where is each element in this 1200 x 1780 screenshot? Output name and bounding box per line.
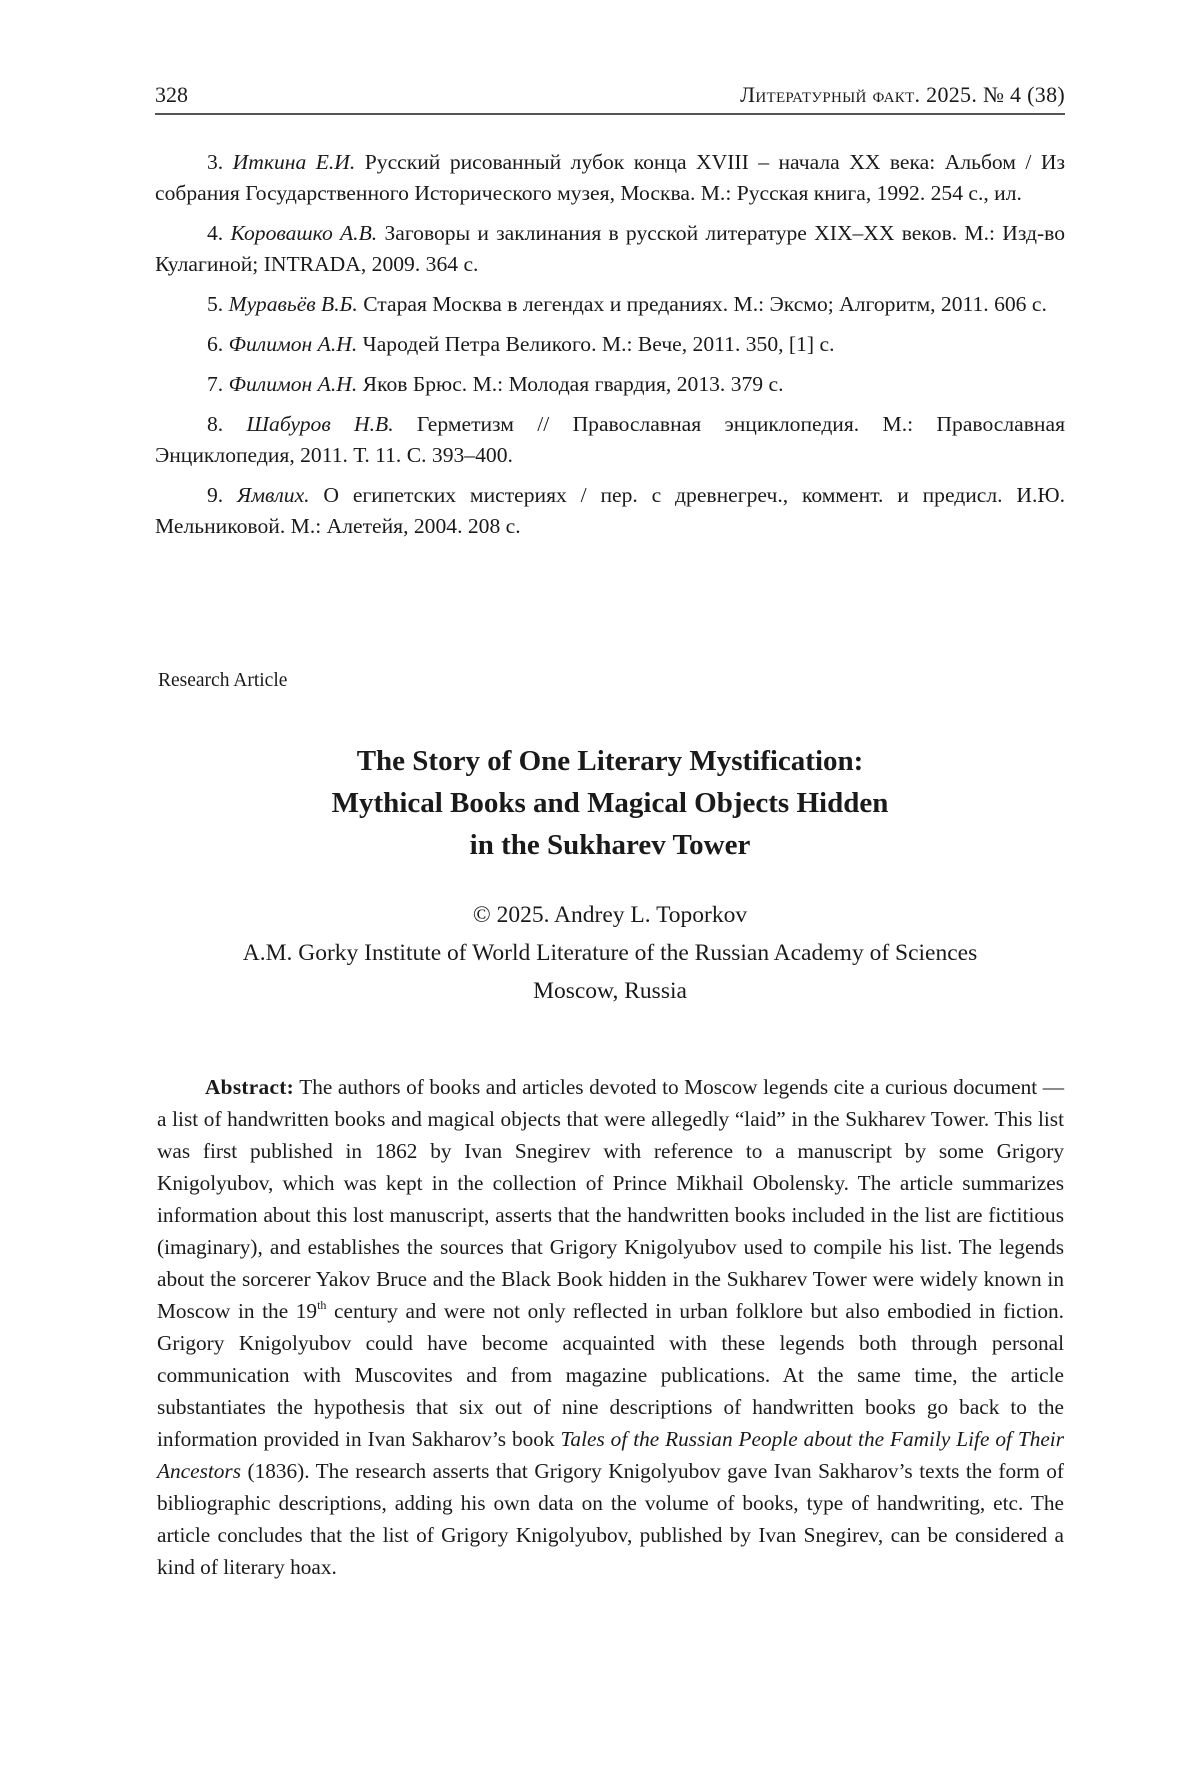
journal-title: Литературный факт. 2025. № 4 (38) <box>740 82 1065 107</box>
abstract-label: Abstract: <box>205 1075 295 1100</box>
reference-author: Муравьёв В.Б. <box>228 292 358 316</box>
reference-author: Филимон А.Н. <box>228 332 358 356</box>
reference-item: 6. Филимон А.Н. Чародей Петра Великого. М.: Вече, 2011. 350, [1] с. <box>207 332 835 356</box>
reference-item: 5. Муравьёв В.Б. Старая Москва в легендах и преданиях. М.: Эксмо; Алгоритм, 2011. 606 с. <box>207 292 1047 316</box>
reference-author: Коровашко А.В. <box>230 221 378 245</box>
article-title <box>155 740 1065 866</box>
reference-author: Филимон А.Н. <box>228 372 358 396</box>
book-title: Tales of the Russian People about the Family Life of Their Ancestors <box>157 1427 1065 1484</box>
reference-author: Шабуров Н.В. <box>246 412 394 436</box>
title-line: in the Sukharev Tower <box>469 829 751 861</box>
title-line: Mythical Books and Magical Objects Hidden <box>331 787 889 819</box>
abstract: Abstract: The authors of books and articles devoted to Moscow legends cite a curious document — a list of handwritten books and magical objects that were allegedly “laid” in the Sukharev Tower. This list was first published in 1862 by Ivan Snegirev with reference to a manuscript by some Grigory Knigolyubov, which was kept in the collection of Prince Mikhail Obolensky. The article summarizes information about this lost manuscript, asserts that the handwritten books included in the list are fictitious (imaginary), and establishes the sources that Grigory Knigolyubov used to compile his list. The legends about the sorcerer Yakov Bruce and the Black Book hidden in the Sukharev Tower were widely known in Moscow in the 19th century and were not only reflected in urban folklore but also embodied in fiction. Grigory Knigolyubov could have become acquainted with these legends both through personal communication with Muscovites and from magazine publications. At the same time, the article substantiates the hypothesis that six out of nine descriptions of handwritten books go back to the information provided in Ivan Sakharov’s book Tales of the Russian People about the Family Life of Their Ancestors (1836). The research asserts that Grigory Knigolyubov gave Ivan Sakharov’s texts the form of bibliographic descriptions, adding his own data on the volume of books, type of handwriting, etc. The article concludes that the list of Grigory Knigolyubov, published by Ivan Snegirev, can be considered a kind of literary hoax. <box>157 1075 1065 1580</box>
reference-item: 8. Шабуров Н.В. Герметизм // Православная энциклопедия. М.: Православная Энциклопедия, 2011. Т. 11. С. 393–400. <box>155 412 1065 467</box>
reference-list <box>155 147 1065 551</box>
reference-author: Ямвлих. <box>237 483 310 507</box>
reference-author: Иткина Е.И. <box>232 150 356 174</box>
location: Moscow, Russia <box>533 978 687 1004</box>
affiliation: A.M. Gorky Institute of World Literature of the Russian Academy of Sciences <box>242 940 978 966</box>
author-block <box>155 896 1065 1010</box>
page-number: 328 <box>155 82 188 107</box>
reference-item: 4. Коровашко А.В. Заговоры и заклинания в русской литературе XIX–XX веков. М.: Изд-во Кулагиной; INTRADA, 2009. 364 с. <box>155 221 1066 276</box>
running-head <box>155 80 1065 115</box>
article-type: Research Article <box>158 670 288 691</box>
reference-item: 7. Филимон А.Н. Яков Брюс. М.: Молодая гвардия, 2013. 379 с. <box>207 372 784 396</box>
copyright-author: © 2025. Andrey L. Toporkov <box>472 902 748 928</box>
reference-item: 3. Иткина Е.И. Русский рисованный лубок конца XVIII – начала XX века: Альбом / Из собрания Государственного Исторического музея, Москва. М.: Русская книга, 1992. 254 с., ил. <box>155 150 1066 205</box>
reference-item: 9. Ямвлих. О египетских мистериях / пер. с древнегреч., коммент. и предисл. И.Ю. Мельниковой. М.: Алетейя, 2004. 208 с. <box>155 483 1065 538</box>
title-line: The Story of One Literary Mystification: <box>356 745 864 777</box>
